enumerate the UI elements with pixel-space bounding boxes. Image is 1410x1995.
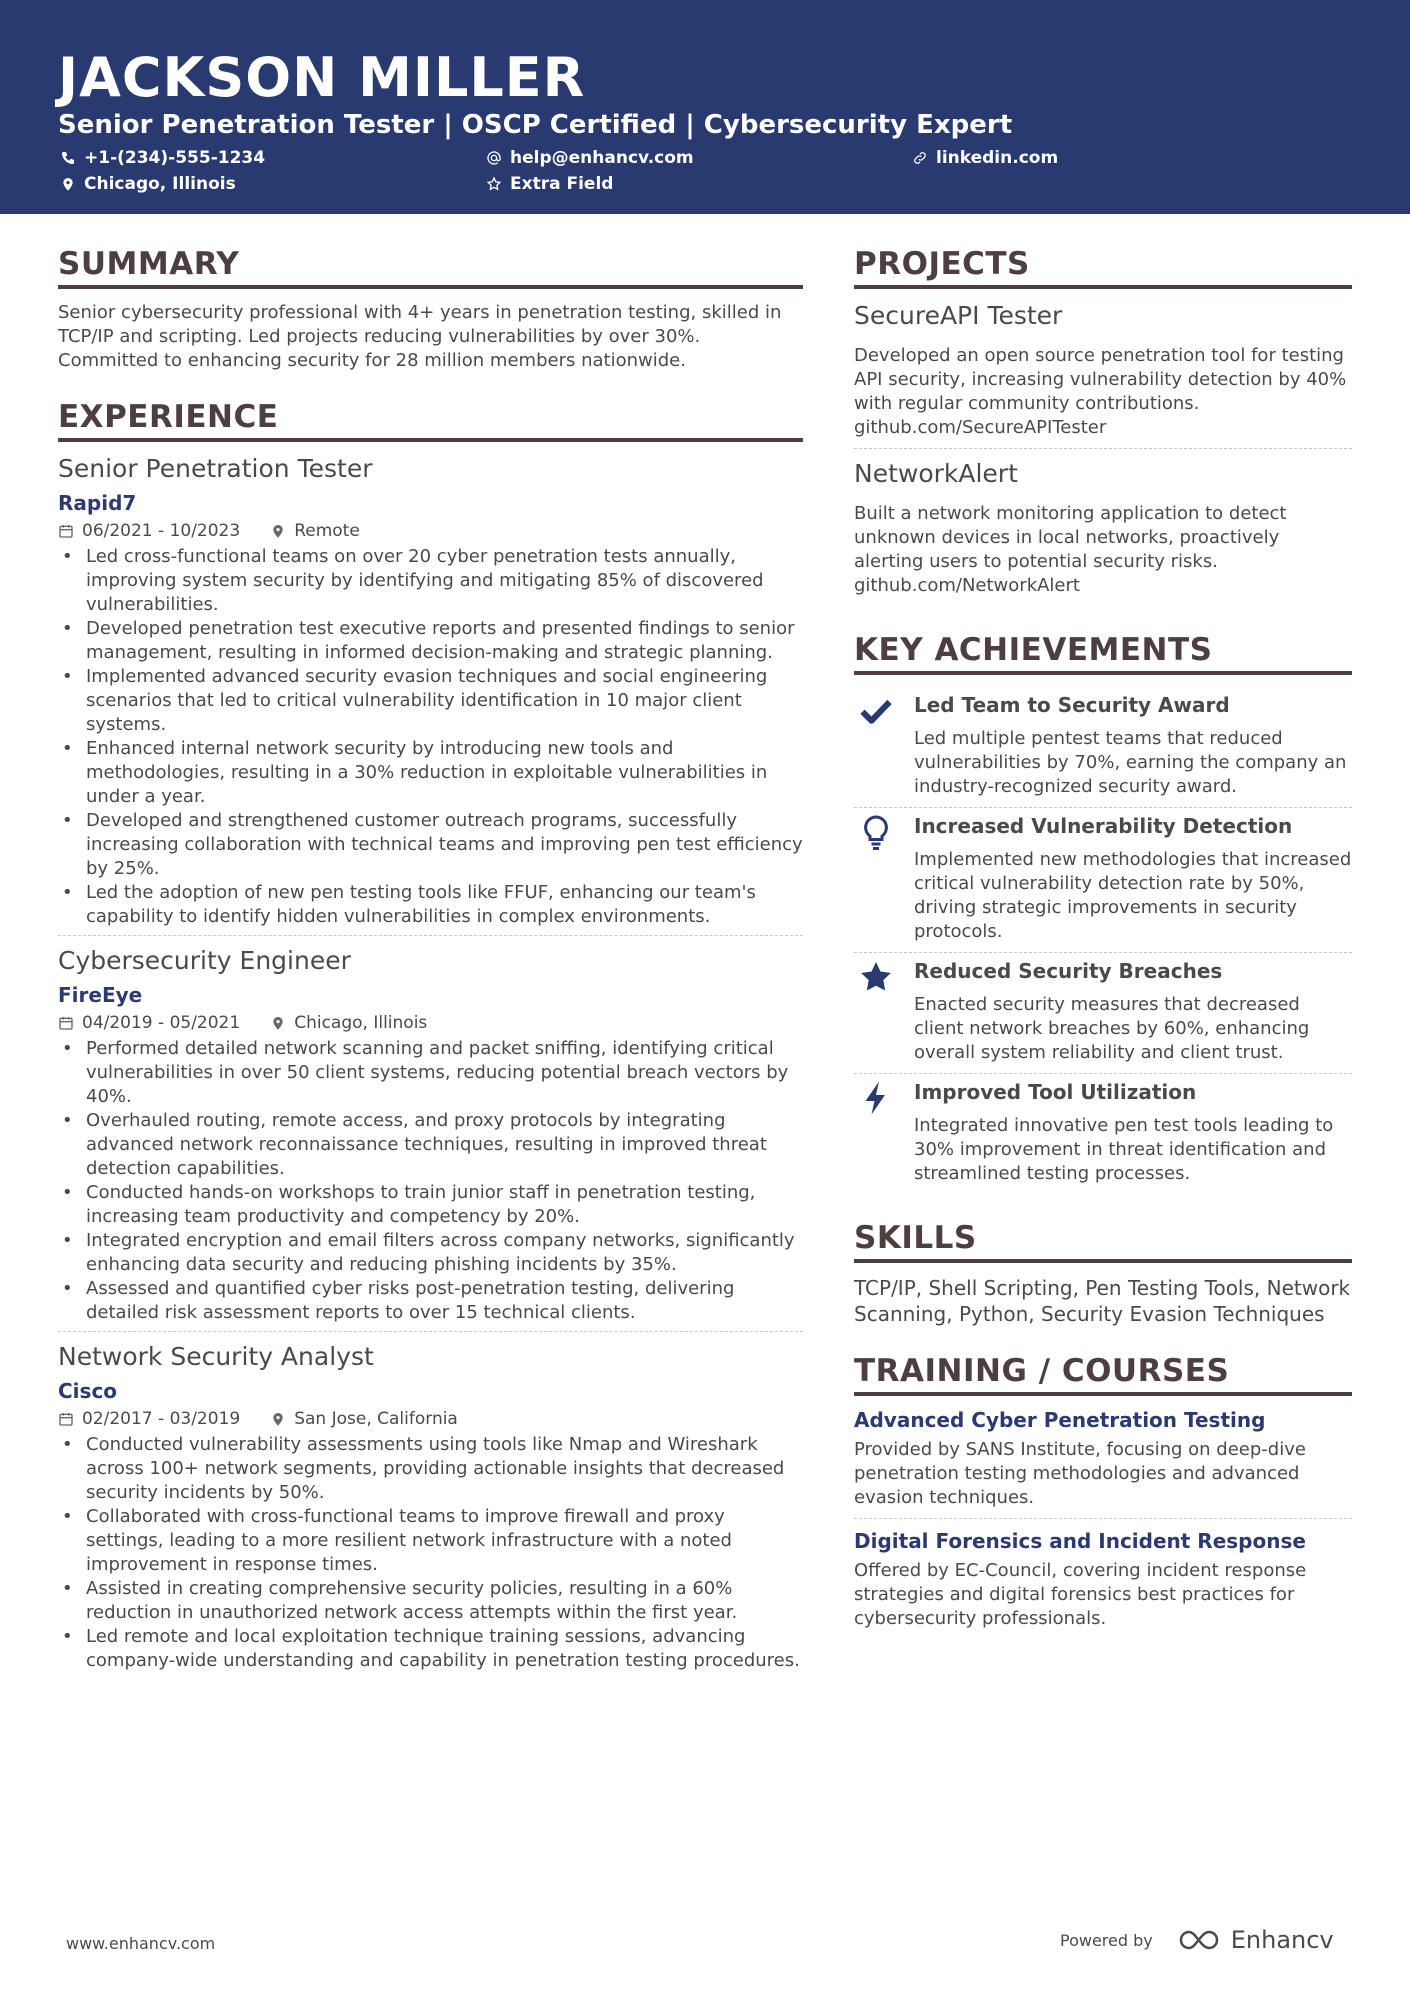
achievements-heading: KEY ACHIEVEMENTS bbox=[854, 632, 1352, 675]
job-location bbox=[270, 521, 360, 541]
job-bullet: • Led remote and local exploitation technique training sessions, advancing company-wide understanding and capability in penetration testing procedures. bbox=[58, 1625, 803, 1673]
linkedin-text: linkedin.com bbox=[936, 148, 1059, 168]
job-entry bbox=[58, 1342, 803, 1679]
job-bullet: • Developed and strengthened customer outreach programs, successfully increasing collaboration with technical teams and improving pen test efficiency by 25%. bbox=[58, 809, 803, 881]
location-pin-icon bbox=[270, 523, 286, 539]
enhancv-logo[interactable] bbox=[1177, 1926, 1334, 1954]
job-meta bbox=[58, 521, 803, 541]
course-title: Digital Forensics and Incident Response bbox=[854, 1529, 1306, 1553]
contact-email[interactable] bbox=[486, 148, 694, 168]
achievement-entry bbox=[854, 1074, 1352, 1194]
calendar-icon bbox=[58, 523, 74, 539]
job-bullet: • Overhauled routing, remote access, and proxy protocols by integrating advanced network reconnaissance techniques, resulting in improved threat detection capabilities. bbox=[58, 1109, 803, 1181]
skills-text: TCP/IP, Shell Scripting, Pen Testing Tools, Network Scanning, Python, Security Evasion Techniques bbox=[854, 1276, 1351, 1326]
enhancv-brand-text: Enhancv bbox=[1230, 1926, 1334, 1954]
course-desc: Offered by EC-Council, covering incident response strategies and digital forensics best practices for cybersecurity professionals. bbox=[854, 1560, 1307, 1629]
achievements-section bbox=[854, 632, 1352, 1194]
achievement-title: Increased Vulnerability Detection bbox=[914, 814, 1293, 838]
job-location bbox=[270, 1013, 427, 1033]
course-entry bbox=[854, 1408, 1352, 1519]
course-desc: Provided by SANS Institute, focusing on deep-dive penetration testing methodologies and advanced evasion techniques. bbox=[854, 1439, 1306, 1508]
training-section bbox=[854, 1353, 1352, 1639]
achievement-desc: Enacted security measures that decreased client network breaches by 60%, enhancing overall system reliability and client trust. bbox=[914, 994, 1310, 1063]
job-location-text: Remote bbox=[294, 521, 360, 541]
job-entry bbox=[58, 454, 803, 936]
achievement-desc: Implemented new methodologies that increased critical vulnerability detection rate by 50%, driving strategic improvements in security protocols. bbox=[914, 849, 1352, 942]
at-icon bbox=[486, 150, 502, 166]
contact-extra bbox=[486, 174, 613, 194]
checkmark-icon bbox=[854, 693, 914, 799]
email-text: help@enhancv.com bbox=[510, 148, 694, 168]
job-bullet: • Led the adoption of new pen testing tools like FFUF, enhancing our team's capability to identify hidden vulnerabilities in complex environments. bbox=[58, 881, 803, 929]
achievement-title: Led Team to Security Award bbox=[914, 693, 1230, 717]
skills-heading: SKILLS bbox=[854, 1220, 1352, 1263]
lightbulb-icon bbox=[854, 814, 914, 944]
project-name: NetworkAlert bbox=[854, 459, 1018, 488]
job-dates: 06/2021 - 10/2023 bbox=[82, 521, 241, 541]
job-bullets bbox=[58, 545, 803, 929]
summary-text: Senior cybersecurity professional with 4+ years in penetration testing, skilled in TCP/IP and scripting. Led projects reducing vulnerabilities by over 30%. Committed to enhancing security for 28 million members nationwide. bbox=[58, 302, 782, 371]
course-entry bbox=[854, 1529, 1352, 1639]
job-bullets bbox=[58, 1037, 803, 1325]
left-column bbox=[58, 246, 803, 1705]
achievement-entry bbox=[854, 687, 1352, 808]
powered-by-text: Powered by bbox=[1060, 1930, 1153, 1950]
job-location bbox=[270, 1409, 458, 1429]
candidate-name: JACKSON MILLER bbox=[58, 46, 586, 109]
star-icon bbox=[854, 959, 914, 1065]
job-bullet: • Conducted vulnerability assessments using tools like Nmap and Wireshark across 100+ network segments, providing actionable insights that decreased security incidents by 50%. bbox=[58, 1433, 803, 1505]
job-bullet: • Performed detailed network scanning and packet sniffing, identifying critical vulnerabilities in over 50 client systems, reducing potential breach vectors by 40%. bbox=[58, 1037, 803, 1109]
job-company: Cisco bbox=[58, 1379, 118, 1403]
job-bullet: • Integrated encryption and email filters across company networks, significantly enhancing data security and reducing phishing incidents by 35%. bbox=[58, 1229, 803, 1277]
right-column bbox=[854, 246, 1352, 1665]
job-role: Network Security Analyst bbox=[58, 1342, 374, 1371]
summary-heading: SUMMARY bbox=[58, 246, 803, 289]
job-location-text: Chicago, Illinois bbox=[294, 1013, 428, 1033]
achievement-entry bbox=[854, 808, 1352, 953]
contact-phone bbox=[60, 148, 265, 168]
summary-section bbox=[58, 246, 803, 373]
skills-section bbox=[854, 1220, 1352, 1327]
job-company: FireEye bbox=[58, 983, 143, 1007]
achievement-desc: Led multiple pentest teams that reduced vulnerabilities by 70%, earning the company an industry-recognized security award. bbox=[914, 728, 1347, 797]
location-pin-icon bbox=[60, 176, 76, 192]
job-meta bbox=[58, 1409, 803, 1429]
contact-linkedin[interactable] bbox=[912, 148, 1058, 168]
job-list bbox=[58, 454, 803, 1679]
job-entry bbox=[58, 946, 803, 1332]
experience-heading: EXPERIENCE bbox=[58, 399, 803, 442]
job-bullet: • Implemented advanced security evasion techniques and social engineering scenarios that led to critical vulnerability identification in 10 major client systems. bbox=[58, 665, 803, 737]
project-name: SecureAPI Tester bbox=[854, 301, 1063, 330]
enhancv-logo-icon bbox=[1177, 1928, 1223, 1952]
projects-heading: PROJECTS bbox=[854, 246, 1352, 289]
phone-text: +1-(234)-555-1234 bbox=[84, 148, 266, 168]
link-icon bbox=[912, 150, 928, 166]
project-entry bbox=[854, 459, 1352, 606]
job-dates: 04/2019 - 05/2021 bbox=[82, 1013, 241, 1033]
achievement-entry bbox=[854, 953, 1352, 1074]
job-bullet: • Collaborated with cross-functional teams to improve firewall and proxy settings, leading to a more resilient network infrastructure with a noted improvement in response times. bbox=[58, 1505, 803, 1577]
course-title: Advanced Cyber Penetration Testing bbox=[854, 1408, 1266, 1432]
job-company: Rapid7 bbox=[58, 491, 137, 515]
location-pin-icon bbox=[270, 1411, 286, 1427]
calendar-icon bbox=[58, 1411, 74, 1427]
contact-location bbox=[60, 174, 236, 194]
project-desc: Built a network monitoring application to detect unknown devices in local networks, proactively alerting users to potential security risks. github.com/NetworkAlert bbox=[854, 503, 1287, 596]
resume-header bbox=[0, 0, 1410, 214]
job-bullet: • Developed penetration test executive reports and presented findings to senior management, resulting in informed decision-making and strategic planning. bbox=[58, 617, 803, 665]
job-role: Cybersecurity Engineer bbox=[58, 946, 351, 975]
calendar-icon bbox=[58, 1015, 74, 1031]
job-meta bbox=[58, 1013, 803, 1033]
location-pin-icon bbox=[270, 1015, 286, 1031]
training-heading: TRAINING / COURSES bbox=[854, 1353, 1352, 1396]
extra-text: Extra Field bbox=[510, 174, 614, 194]
job-bullet: • Assisted in creating comprehensive security policies, resulting in a 60% reduction in unauthorized network access attempts within the first year. bbox=[58, 1577, 803, 1625]
candidate-title: Senior Penetration Tester | OSCP Certified | Cybersecurity Expert bbox=[58, 110, 1013, 140]
project-entry bbox=[854, 301, 1352, 449]
lightning-icon bbox=[854, 1080, 914, 1186]
experience-section bbox=[58, 399, 803, 1679]
job-bullets bbox=[58, 1433, 803, 1673]
achievement-title: Improved Tool Utilization bbox=[914, 1080, 1197, 1104]
job-role: Senior Penetration Tester bbox=[58, 454, 373, 483]
job-bullet: • Conducted hands-on workshops to train junior staff in penetration testing, increasing team productivity and competency by 20%. bbox=[58, 1181, 803, 1229]
job-bullet: • Led cross-functional teams on over 20 cyber penetration tests annually, improving system security by identifying and mitigating 85% of discovered vulnerabilities. bbox=[58, 545, 803, 617]
job-location-text: San Jose, California bbox=[294, 1409, 458, 1429]
job-bullet: • Enhanced internal network security by introducing new tools and methodologies, resulting in a 30% reduction in exploitable vulnerabilities in under a year. bbox=[58, 737, 803, 809]
job-dates: 02/2017 - 03/2019 bbox=[82, 1409, 241, 1429]
star-outline-icon bbox=[486, 176, 502, 192]
achievement-desc: Integrated innovative pen test tools leading to 30% improvement in threat identification and streamlined testing processes. bbox=[914, 1115, 1334, 1184]
project-desc: Developed an open source penetration tool for testing API security, increasing vulnerability detection by 40% with regular community contributions. github.com/SecureAPITester bbox=[854, 345, 1347, 438]
projects-section bbox=[854, 246, 1352, 606]
phone-icon bbox=[60, 150, 76, 166]
footer-branding bbox=[1060, 1926, 1334, 1954]
location-text: Chicago, Illinois bbox=[84, 174, 236, 194]
achievement-title: Reduced Security Breaches bbox=[914, 959, 1223, 983]
job-bullet: • Assessed and quantified cyber risks post-penetration testing, delivering detailed risk assessment reports to over 15 technical clients. bbox=[58, 1277, 803, 1325]
footer-website[interactable]: www.enhancv.com bbox=[66, 1934, 216, 1953]
